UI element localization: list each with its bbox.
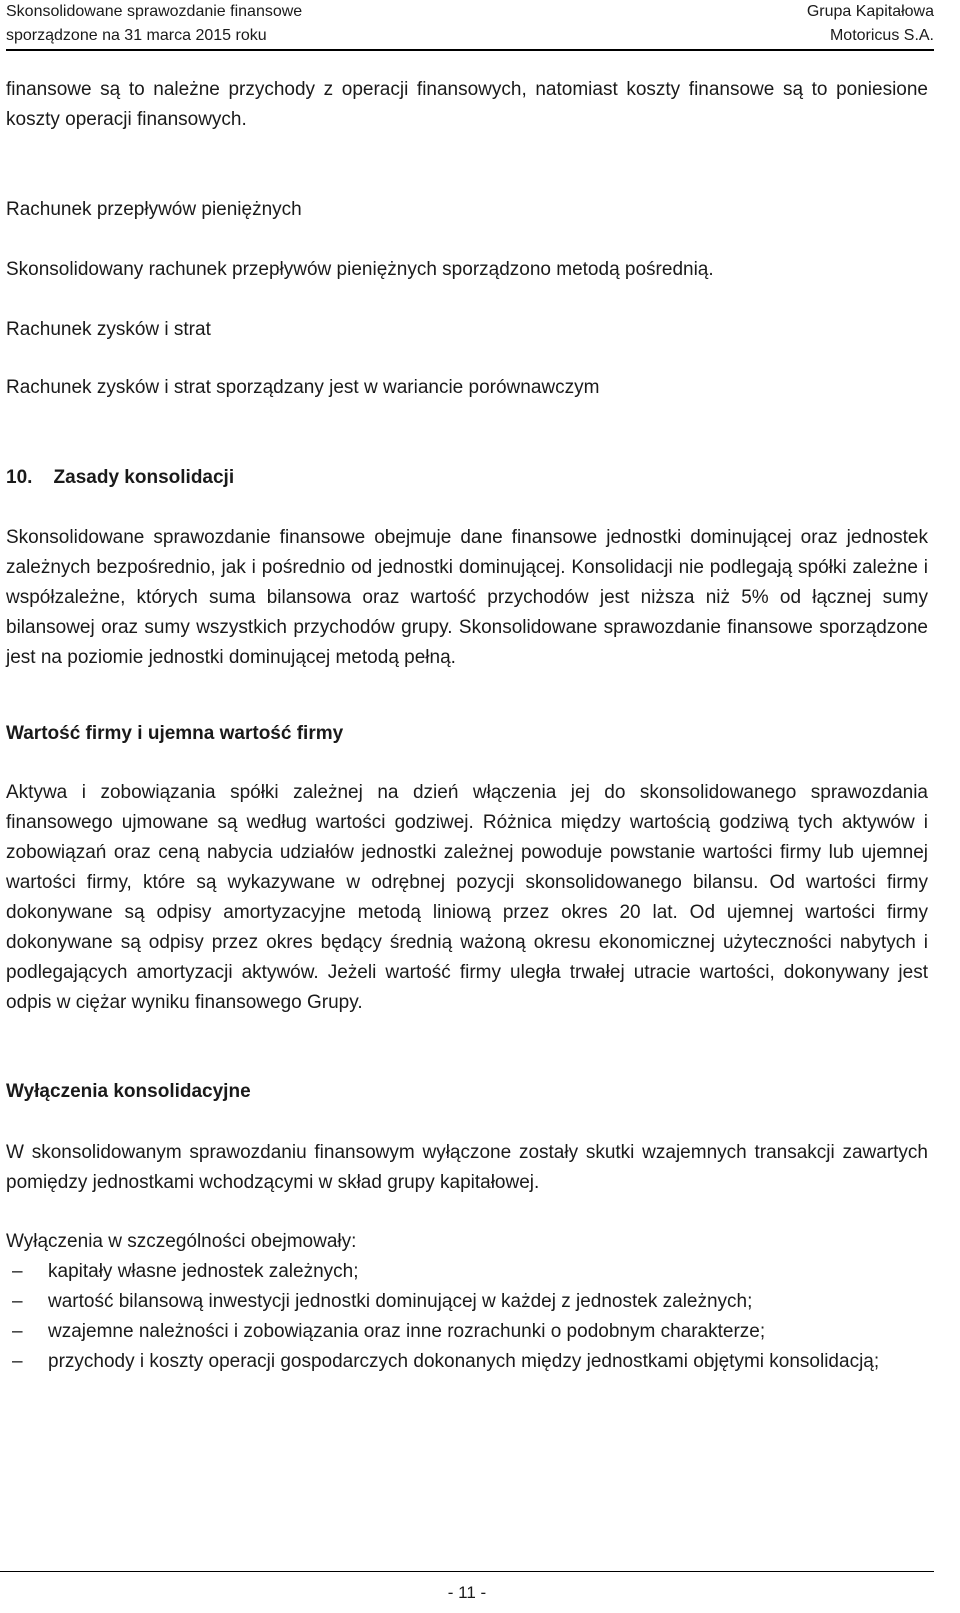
header-report-date: sporządzone na 31 marca 2015 roku (6, 27, 267, 44)
header-right (807, 0, 934, 48)
goodwill-text: Aktywa i zobowiązania spółki zależnej na dzień włączenia jej do skonsolidowanego sprawozdania finansowego ujmowane są według wartości godziwej. Różnica między wartością godziwą tych aktywów i zobowiązań oraz ceną nabycia udziałów jednostki zależnej powoduje powstanie wartości firmy lub ujemnej wartości firmy, które są wykazywane w odrębnej pozycji skonsolidowanego bilansu. Od wartości firmy dokonywane są odpisy amortyzacyjne metodą liniową przez okres 20 lat. Od ujemnej wartości firmy dokonywane są odpisy przez okres będący średnią ważoną okresu ekonomicznej użyteczności nabytych i podlegających amortyzacji aktywów. Jeżeli wartość firmy uległa trwałej utracie wartości, dokonywany jest odpis w ciężar wyniku finansowego Grupy. (6, 782, 928, 1013)
header-left (6, 0, 302, 48)
header-group-name: Grupa Kapitałowa (806, 3, 934, 20)
list-item: – wartość bilansową inwestycji jednostki dominującej w każdej z jednostek zależnych; (6, 1287, 928, 1317)
cashflow-text: Skonsolidowany rachunek przepływów pieniężnych sporządzono metodą pośrednią. (6, 259, 714, 280)
page-header (6, 0, 934, 51)
eliminations-list-intro: Wyłączenia w szczególności obejmowały: (6, 1231, 357, 1252)
page-footer (0, 1571, 934, 1608)
eliminations-heading: Wyłączenia konsolidacyjne (6, 1081, 251, 1102)
eliminations-text: W skonsolidowanym sprawozdaniu finansowym wyłączone zostały skutki wzajemnych transakcji zawartych pomiędzy jednostkami wchodzącymi w skład grupy kapitałowej. (6, 1142, 928, 1193)
cashflow-heading: Rachunek przepływów pieniężnych (6, 199, 302, 220)
header-company-name: Motoricus S.A. (829, 27, 934, 44)
document-body (6, 75, 928, 1377)
section-title: Zasady konsolidacji (53, 467, 235, 488)
eliminations-list (6, 1257, 928, 1377)
goodwill-heading: Wartość firmy i ujemna wartość firmy (6, 723, 344, 744)
list-item: – kapitały własne jednostek zależnych; (6, 1257, 928, 1287)
dash-bullet: – (12, 1261, 23, 1282)
pnl-heading: Rachunek zysków i strat (6, 319, 211, 340)
header-report-title: Skonsolidowane sprawozdanie finansowe (6, 3, 303, 20)
pnl-text: Rachunek zysków i strat sporządzany jest w wariancie porównawczym (6, 377, 600, 398)
list-item: – wzajemne należności i zobowiązania oraz inne rozrachunki o podobnym charakterze; (6, 1317, 928, 1347)
dash-bullet: – (12, 1351, 23, 1372)
dash-bullet: – (12, 1291, 23, 1312)
section-number: 10. (6, 467, 33, 488)
dash-bullet: – (12, 1321, 23, 1342)
consolidation-text: Skonsolidowane sprawozdanie finansowe obejmuje dane finansowe jednostki dominującej oraz jednostek zależnych bezpośrednio, jak i pośrednio od jednostki dominującej. Konsolidacji nie podlegają spółki zależne i współzależne, których suma bilansowa oraz wartość przychodów jest niższa niż 5% od łącznej sumy bilansowej oraz sumy wszystkich przychodów grupy. Skonsolidowane sprawozdanie finansowe sporządzone jest na poziomie jednostki dominującej metodą pełną. (6, 527, 928, 668)
page-number: - 11 - (447, 1583, 487, 1602)
list-item: – przychody i koszty operacji gospodarczych dokonanych między jednostkami objętymi konsolidacją; (6, 1347, 928, 1377)
intro-paragraph: finansowe są to należne przychody z operacji finansowych, natomiast koszty finansowe są to poniesione koszty operacji finansowych. (6, 79, 928, 130)
section-heading (6, 463, 928, 493)
